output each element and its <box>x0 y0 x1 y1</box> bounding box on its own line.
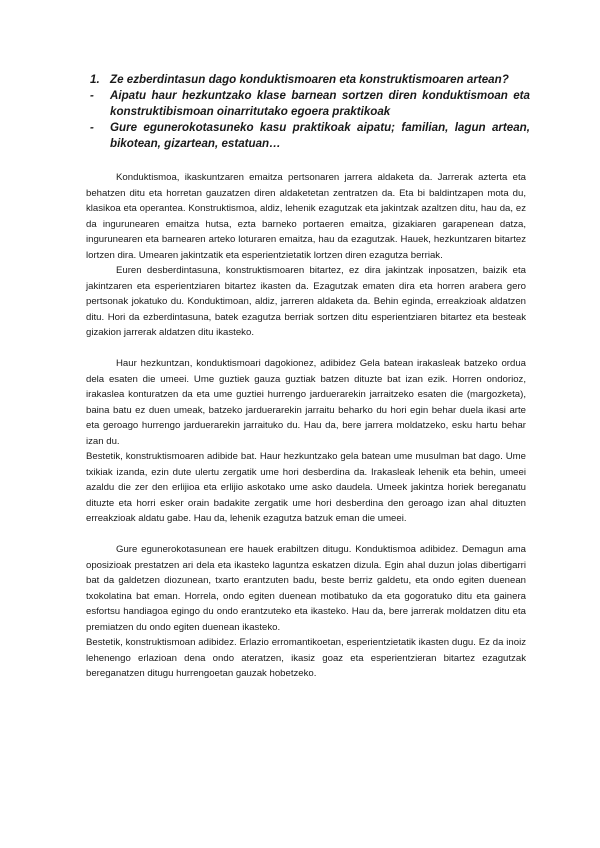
paragraph-daily-constructivism: Bestetik, konstruktismoan adibidez. Erlazio erromantikoetan, esperientzietatik ikasten dugu. Ez da inoiz lehenengo erlazioan dena ondo ateratzen, ikasiz goaz eta esperientzieran bitartez ezagutzak bereganatzen ditugu hurrengoetan gauzak hobetzeko. <box>86 637 526 679</box>
question-marker: - <box>90 89 94 102</box>
paragraph-spacer <box>86 527 526 543</box>
question-marker: 1. <box>90 73 100 86</box>
question-list <box>90 72 530 152</box>
paragraph-classroom-constructivism: Bestetik, konstruktismoaren adibide bat. Haur hezkuntzako gela batean ume musulman bat dago. Ume txikiak izanda, ezin dute ulertu zergatik ume hori desberdina da. Irakasleak lehenik eta behin, umeei azaldu die zer den erlijioa eta erlijio askotako ume asko daudela. Umeek jakintza horiek bereganatu dituzte eta horri esker orain badakite zergatik ume hori desberdina den geroago izan ahal dituzten erreakzioak aldatu gabe. Hau da, lehenik ezagutza batzuk eman die umeei. <box>86 451 526 524</box>
question-item <box>90 88 530 120</box>
question-text: Ze ezberdintasun dago konduktismoaren eta konstruktismoaren artean? <box>110 73 509 86</box>
paragraph-definitions: Konduktismoa, ikaskuntzaren emaitza pertsonaren jarrera aldaketa da. Jarrerak azterta eta behatzen ditu eta horretan gauzatzen diren aldaketetan zentratzen da. Eta bi baldintzapen mota du, klasikoa eta operantea. Konstruktismoa, aldiz, lehenik ezagutzak eta jakintzak azaltzen ditu, hau da, ez da ingurunearen emaitza hutsa, ezta barneko portaeren emaitza, gizakiaren garapenean datza, ingurunearen eta barnearen arteko loturaren emaitza, hau da ezagutzak. Hauek, hezkuntzaren bitartez lortzen dira. Umearen jakintzatik eta esperientzietatik lortzen diren ezagutza berriak. <box>86 172 526 261</box>
question-text: Gure egunerokotasuneko kasu praktikoak aipatu; familian, lagun artean, bikotean, gizartean, estatuan… <box>110 121 530 150</box>
paragraph-daily-behaviorism: Gure egunerokotasunean ere hauek erabiltzen ditugu. Konduktismoa adibidez. Demagun ama oposizioak prestatzen ari dela eta ikasteko laguntza eskatzen dizula. Egin ahal duzun jolas dibertigarri bat da galdetzen diozunean, txarto erantzuten badu, beste berriz galdetu, eta ondo egiten duenean txokolatina bat eman. Horrela, ondo egiten duenean motibatuko da eta gogoratuko ditu eta gainera esfortsu handiagoa egingo du ondo erantzuteko eta ikasteko. Hau da, bere jarrerak moldatzen ditu eta premiatzen du ondo egiten duenean ikasteko. <box>86 544 526 633</box>
paragraph-spacer <box>86 341 526 357</box>
paragraph-classroom-behaviorism: Haur hezkuntzan, konduktismoari dagokionez, adibidez Gela batean irakasleak batzeko ordua dela esaten die umeei. Ume guztiek gauza guztiak batzen dituzte bat izan ezik. Horren ondorioz, irakaslea konturatzen da eta ume guztiei hurrengo jarduerarekin jarraitzeko esaten die (margozketa), baina batu ez duen umeak, batzeko jarduerarekin jarraitu beharko du hori egin behar duela ikasi arte eta geroago hurrengo jarduerarekin jarraituko du. Hau da, bere jarrera moldatzeko, esku hartu behar izan du. <box>86 358 526 447</box>
question-marker: - <box>90 121 94 134</box>
question-item <box>90 72 530 88</box>
paragraph-differences: Euren desberdintasuna, konstruktismoaren bitartez, ez dira jakintzak inposatzen, baizik eta jakintzaren eta esperientziaren bitartez ikasten da. Ezagutzak ematen dira eta horren arabera gero pertsonak jokatuko du. Konduktimoan, aldiz, jarreren aldaketa da. Behin eginda, erreakzioak aldatzen ditu. Hori da ezberdintasuna, batek ezagutza berriak sortzen ditu esperientziaren bitartez eta besteak gizakion jarrerak aldatzen ditu ikasteko. <box>86 265 526 338</box>
question-text: Aipatu haur hezkuntzako klase barnean sortzen diren konduktismoan eta konstruktibismoan oinarritutako egoera praktikoak <box>110 89 530 118</box>
question-item <box>90 120 530 152</box>
body-text <box>86 170 526 682</box>
